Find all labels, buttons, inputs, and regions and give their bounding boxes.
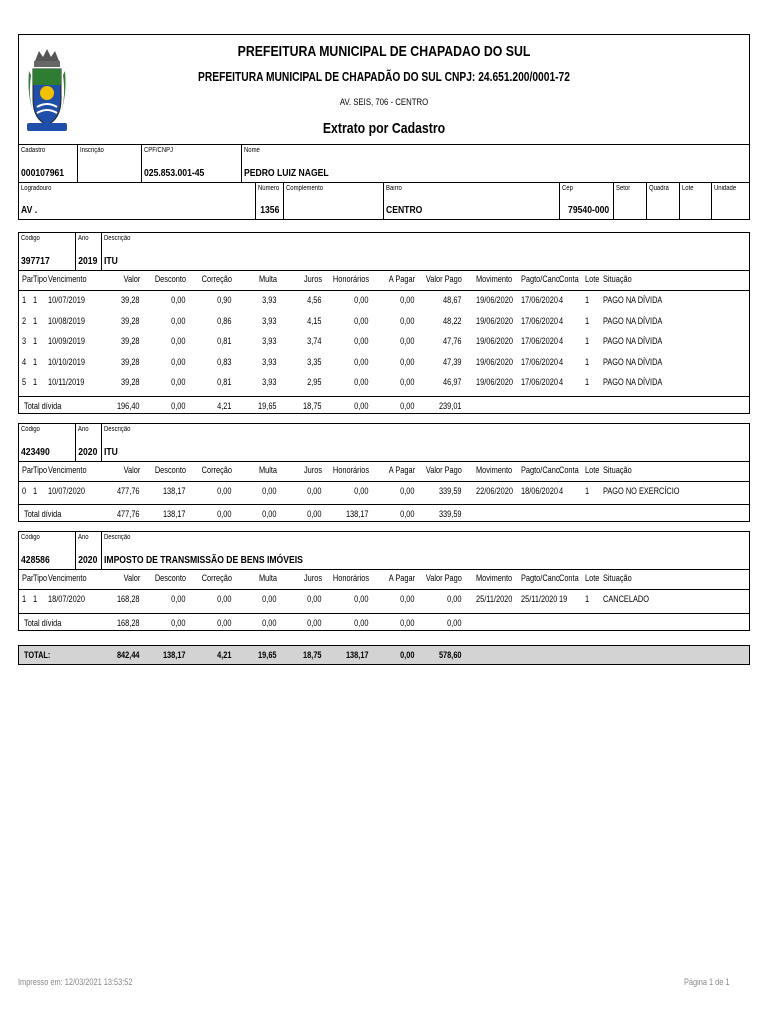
installment-cell: 4,15 [307, 315, 322, 326]
installment-cell: 1 [22, 594, 27, 604]
installment-cell: 3,93 [262, 295, 277, 305]
column-header: Vencimento [48, 464, 87, 475]
logradouro-cell [19, 183, 255, 219]
debt-codigo-cell [19, 424, 75, 461]
column-header: Situação [603, 573, 632, 583]
installment-cell: 3,93 [262, 377, 277, 387]
installment-cell: 0,90 [217, 295, 232, 305]
installment-cell: 4 [559, 377, 564, 387]
debt-info-row [19, 233, 749, 270]
debt-total-value: 0,00 [400, 617, 415, 628]
debt-codigo-value: 423490 [21, 445, 50, 458]
grand-total-value: 18,75 [303, 649, 322, 660]
cadastro-cell [19, 145, 77, 182]
debt-total-value: 0,00 [262, 509, 277, 519]
installment-cell: 0,00 [400, 594, 415, 604]
installment-cell: 1 [585, 336, 590, 346]
column-header: Honorários [332, 274, 369, 284]
installment-cell: 4 [22, 356, 27, 367]
column-header: Par [22, 274, 34, 284]
debt-total-value: 0,00 [307, 617, 322, 628]
installment-cell: 2,95 [307, 377, 322, 387]
debt-ano-label: Ano [78, 425, 89, 433]
grand-total-value: 19,65 [258, 649, 277, 660]
column-header: Pagto/Canc. [521, 573, 562, 583]
installment-cell: 0,00 [171, 377, 186, 387]
debt-total-value: 196,40 [117, 400, 140, 411]
column-header: Vencimento [48, 274, 87, 284]
installment-cell: 0,00 [171, 295, 186, 305]
column-header: Tipo [33, 464, 48, 475]
grand-total-value: 138,17 [163, 649, 186, 660]
column-header: Valor Pago [426, 274, 462, 284]
column-header: Multa [258, 464, 277, 475]
installment-cell: 0,00 [307, 485, 322, 496]
debt-descricao-value: ITU [104, 445, 118, 458]
debt-codigo-value: 397717 [21, 255, 50, 267]
installment-cell: 0,00 [447, 594, 462, 604]
installment-cell: 339,59 [439, 485, 462, 496]
installment-cell: PAGO NA DÍVIDA [603, 336, 663, 346]
installment-cell: 1 [33, 295, 38, 305]
cadastro-label: Cadastro [21, 147, 46, 154]
debt-ano-label: Ano [78, 235, 89, 242]
cep-label: Cep [562, 185, 573, 192]
debt-ano-cell [75, 424, 101, 461]
complemento-cell [283, 183, 383, 219]
grand-total-value: 4,21 [217, 649, 232, 660]
installment-cell: 0,00 [400, 315, 415, 326]
column-header: Juros [303, 274, 322, 284]
installment-cell: 0,00 [171, 336, 186, 346]
installment-cell: 39,28 [121, 295, 140, 305]
debt-total-label: Total dívida [24, 400, 62, 411]
unidade-cell [711, 183, 749, 219]
installment-cell: 0,00 [400, 356, 415, 367]
inscricao-label: Inscrição [80, 147, 104, 154]
installment-cell: 17/06/2020 [521, 356, 558, 367]
column-header: Desconto [154, 274, 186, 284]
installment-cell: 1 [33, 356, 38, 367]
installment-cell: 47,76 [443, 336, 462, 346]
cpf-label: CPF/CNPJ [144, 147, 174, 154]
installment-cell: 10/07/2019 [48, 295, 85, 305]
column-header: Lote [585, 573, 600, 583]
cadastro-value: 000107961 [21, 167, 65, 179]
installment-cell: 1 [33, 594, 38, 604]
debt-total-value: 19,65 [258, 400, 277, 411]
grand-total-value: 138,17 [346, 649, 369, 660]
installment-cell: 17/06/2020 [521, 336, 558, 346]
installment-cell: 4,56 [307, 295, 322, 305]
installment-cell: 1 [585, 594, 590, 604]
column-header: Par [22, 464, 34, 475]
debt-ano-cell [75, 233, 101, 270]
installment-cell: 477,76 [117, 485, 140, 496]
installment-cell: 39,28 [121, 336, 140, 346]
column-header: Pagto/Canc. [521, 274, 562, 284]
installment-cell: 1 [585, 377, 590, 387]
debt-section [18, 232, 750, 414]
column-header: Correção [201, 464, 232, 475]
installment-cell: 17/06/2020 [521, 377, 558, 387]
installment-cell: 3 [22, 336, 27, 346]
column-header: A Pagar [388, 274, 415, 284]
debt-codigo-cell [19, 532, 75, 569]
installment-cell: 0,00 [171, 356, 186, 367]
debt-total-value: 4,21 [217, 400, 232, 411]
unidade-label: Unidade [714, 185, 737, 192]
installment-cell: 39,28 [121, 377, 140, 387]
debt-total-value: 239,01 [439, 400, 462, 411]
installment-cell: 46,97 [443, 377, 462, 387]
grand-total-label: TOTAL: [24, 649, 51, 660]
column-header: Correção [201, 274, 232, 284]
debt-total-value: 0,00 [354, 617, 369, 628]
debt-total-label: Total dívida [24, 617, 62, 628]
column-header: Lote [585, 274, 600, 284]
nome-cell [241, 145, 749, 182]
installment-cell: 0,81 [217, 377, 232, 387]
logradouro-value: AV . [21, 204, 38, 216]
debt-codigo-label: Código [21, 425, 40, 433]
debt-codigo-label: Código [21, 534, 40, 541]
prefeitura-cnpj-line: PREFEITURA MUNICIPAL DE CHAPADÃO DO SUL CNPJ: 24.651.200/0001-72 [198, 70, 570, 84]
installment-cell: 0 [22, 485, 27, 496]
prefeitura-title: PREFEITURA MUNICIPAL DE CHAPADAO DO SUL [237, 43, 531, 60]
setor-cell [613, 183, 646, 219]
installment-cell: 0,00 [354, 377, 369, 387]
municipal-coat-of-arms-icon [25, 45, 69, 135]
column-header: Vencimento [48, 573, 87, 583]
column-header: Desconto [154, 573, 186, 583]
logradouro-label: Logradouro [21, 185, 52, 192]
column-header: Valor Pago [426, 464, 462, 475]
debt-total-value: 0,00 [354, 400, 369, 411]
column-header: Valor [123, 274, 140, 284]
installment-cell: 0,00 [354, 295, 369, 305]
installment-cell: 10/11/2019 [48, 377, 85, 387]
installment-cell: 10/10/2019 [48, 356, 85, 367]
installment-cell: 4 [559, 336, 564, 346]
installment-cell: 3,93 [262, 315, 277, 326]
installment-cell: 2 [22, 315, 27, 326]
column-header: Tipo [33, 274, 48, 284]
debt-descricao-value: ITU [104, 255, 118, 267]
installment-cell: 10/07/2020 [48, 485, 85, 496]
nome-value: PEDRO LUIZ NAGEL [244, 167, 329, 179]
debt-total-value: 18,75 [303, 400, 322, 411]
debt-total-value: 0,00 [171, 617, 186, 628]
installment-cell: 0,00 [400, 377, 415, 387]
debt-info-row [19, 424, 749, 461]
installment-cell: 5 [22, 377, 27, 387]
installment-cell: 4 [559, 315, 564, 326]
debt-descricao-cell [101, 532, 751, 569]
debt-codigo-label: Código [21, 235, 40, 242]
debt-descricao-label: Descrição [104, 425, 131, 433]
installment-cell: 0,00 [354, 356, 369, 367]
numero-label: Número [258, 185, 280, 192]
installment-cell: PAGO NO EXERCÍCIO [603, 485, 680, 496]
installment-cell: 1 [22, 295, 27, 305]
installment-cell: 0,00 [262, 485, 277, 496]
installment-cell: 19/06/2020 [476, 377, 513, 387]
column-header: Situação [603, 464, 632, 475]
nome-label: Nome [244, 147, 260, 154]
report-title: Extrato por Cadastro [322, 120, 446, 137]
installment-cell: 19 [559, 594, 568, 604]
debt-total-value: 0,00 [262, 617, 277, 628]
installment-cell: PAGO NA DÍVIDA [603, 377, 663, 387]
column-header: A Pagar [388, 573, 415, 583]
installment-cell: 1 [33, 336, 38, 346]
installment-cell: PAGO NA DÍVIDA [603, 356, 663, 367]
debt-section [18, 423, 750, 523]
address-info-row [18, 182, 750, 220]
debt-descricao-cell [101, 233, 751, 270]
cpf-cell [141, 145, 241, 182]
installment-cell: 168,28 [117, 594, 140, 604]
debt-descricao-label: Descrição [104, 235, 131, 242]
debt-total-value: 138,17 [346, 509, 369, 519]
installment-cell: 3,93 [262, 336, 277, 346]
column-header: Juros [303, 464, 322, 475]
installment-cell: 19/06/2020 [476, 315, 513, 326]
installment-cell: 1 [585, 485, 590, 496]
column-header: Conta [559, 573, 579, 583]
installment-cell: 39,28 [121, 315, 140, 326]
quadra-cell [646, 183, 679, 219]
debt-total-value: 138,17 [163, 509, 186, 519]
installment-cell: 48,22 [443, 315, 462, 326]
debt-total-value: 0,00 [447, 617, 462, 628]
lote-label: Lote [682, 185, 694, 192]
bairro-label: Bairro [386, 185, 402, 192]
column-header: Multa [258, 573, 277, 583]
installment-cell: 0,00 [354, 315, 369, 326]
installment-cell: 0,00 [354, 336, 369, 346]
installment-cell: 1 [585, 295, 590, 305]
installment-cell: 1 [33, 377, 38, 387]
column-header: Par [22, 573, 34, 583]
installment-cell: PAGO NA DÍVIDA [603, 295, 663, 305]
debt-descricao-label: Descrição [104, 534, 131, 541]
debt-total-value: 477,76 [117, 509, 140, 519]
installment-cell: 1 [33, 485, 38, 496]
cpf-value: 025.853.001-45 [144, 167, 205, 179]
installment-cell: 0,00 [400, 485, 415, 496]
debt-total-value: 168,28 [117, 617, 140, 628]
prefeitura-address: AV. SEIS, 706 - CENTRO [339, 97, 429, 108]
installment-cell: 39,28 [121, 356, 140, 367]
debt-total-value: 0,00 [400, 509, 415, 519]
column-header: Desconto [154, 464, 186, 475]
installment-cell: 0,00 [400, 336, 415, 346]
installment-cell: 18/07/2020 [48, 594, 85, 604]
installment-cell: 0,00 [171, 594, 186, 604]
column-header: Correção [201, 573, 232, 583]
column-header: Movimento [476, 573, 513, 583]
debt-ano-value: 2020 [77, 445, 97, 458]
debt-total-value: 0,00 [307, 509, 322, 519]
debt-ano-value: 2019 [77, 255, 97, 267]
installment-cell: 4 [559, 485, 564, 496]
installment-cell: 10/08/2019 [48, 315, 85, 326]
debt-total-value: 0,00 [171, 400, 186, 411]
printed-timestamp: Impresso em: 12/03/2021 13:53:52 [18, 977, 133, 987]
column-header: Valor [123, 464, 140, 475]
cep-value: 79540-000 [567, 204, 609, 216]
column-header: Movimento [476, 464, 513, 475]
column-header: Conta [559, 464, 579, 475]
installment-cell: 0,00 [217, 594, 232, 604]
installment-cell: 0,00 [217, 485, 232, 496]
lote-cell [679, 183, 711, 219]
complemento-label: Complemento [286, 185, 324, 192]
column-header: Valor [123, 573, 140, 583]
report-page [18, 34, 750, 665]
column-header: Lote [585, 464, 600, 475]
installment-cell: 1 [585, 315, 590, 326]
debt-descricao-value: IMPOSTO DE TRANSMISSÃO DE BENS IMÓVEIS [104, 554, 303, 566]
debt-total-value: 0,00 [217, 617, 232, 628]
numero-value: 1356 [259, 204, 279, 216]
installment-cell: 1 [585, 356, 590, 367]
column-header: Movimento [476, 274, 513, 284]
column-header: A Pagar [388, 464, 415, 475]
grand-total-value: 842,44 [117, 649, 140, 660]
installment-cell: 19/06/2020 [476, 336, 513, 346]
installment-cell: 48,67 [443, 295, 462, 305]
column-header: Juros [303, 573, 322, 583]
column-header: Honorários [332, 464, 369, 475]
installment-cell: 0,00 [400, 295, 415, 305]
installment-cell: 47,39 [443, 356, 462, 367]
debt-codigo-value: 428586 [21, 554, 50, 566]
cadastro-info-row [18, 145, 750, 183]
cep-cell [559, 183, 613, 219]
debt-codigo-cell [19, 233, 75, 270]
debt-section [18, 531, 750, 631]
installment-cell: 0,00 [262, 594, 277, 604]
installment-cell: 0,00 [307, 594, 322, 604]
column-header: Honorários [332, 573, 369, 583]
installment-cell: 19/06/2020 [476, 295, 513, 305]
installment-cell: 18/06/2020 [521, 485, 558, 496]
debt-total-label: Total dívida [24, 509, 62, 519]
column-header: Valor Pago [426, 573, 462, 583]
installment-cell: 0,00 [354, 594, 369, 604]
installment-cell: 0,00 [354, 485, 369, 496]
installment-cell: 17/06/2020 [521, 315, 558, 326]
inscricao-cell [77, 145, 141, 182]
debt-total-value: 0,00 [400, 400, 415, 411]
installment-cell: 19/06/2020 [476, 356, 513, 367]
page-number: Página 1 de 1 [684, 977, 730, 987]
installment-cell: 0,81 [217, 336, 232, 346]
installment-cell: 4 [559, 356, 564, 367]
installment-cell: 138,17 [163, 485, 186, 496]
bairro-value: CENTRO [386, 204, 423, 216]
setor-label: Setor [616, 185, 631, 192]
installment-cell: 3,93 [262, 356, 277, 367]
debt-sections [18, 232, 750, 631]
installment-cell: 1 [33, 315, 38, 326]
column-header: Conta [559, 274, 579, 284]
grand-total-row [18, 645, 750, 665]
installment-cell: 3,35 [307, 356, 322, 367]
installment-cell: 0,00 [171, 315, 186, 326]
installment-cell: 3,74 [307, 336, 322, 346]
grand-total-value: 0,00 [400, 649, 415, 660]
installment-cell: 22/06/2020 [476, 485, 513, 496]
bairro-cell [383, 183, 559, 219]
installment-cell: CANCELADO [603, 594, 649, 604]
installment-cell: 0,83 [217, 356, 232, 367]
installment-cell: PAGO NA DÍVIDA [603, 315, 663, 326]
debt-descricao-cell [101, 424, 751, 461]
installment-cell: 25/11/2020 [476, 594, 513, 604]
debt-ano-value: 2020 [77, 554, 97, 566]
column-header: Pagto/Canc. [521, 464, 562, 475]
grand-total-value: 578,60 [439, 649, 462, 660]
debt-info-row [19, 532, 749, 569]
installment-cell: 25/11/2020 [521, 594, 558, 604]
installment-cell: 10/09/2019 [48, 336, 85, 346]
debt-ano-cell [75, 532, 101, 569]
column-header: Tipo [33, 573, 48, 583]
column-header: Multa [258, 274, 277, 284]
debt-ano-label: Ano [78, 534, 89, 541]
installment-cell: 0,86 [217, 315, 232, 326]
installment-cell: 17/06/2020 [521, 295, 558, 305]
report-header [18, 34, 750, 145]
installment-cell: 4 [559, 295, 564, 305]
quadra-label: Quadra [649, 185, 669, 192]
debt-total-value: 0,00 [217, 509, 232, 519]
numero-cell [255, 183, 283, 219]
column-header: Situação [603, 274, 632, 284]
debt-total-value: 339,59 [439, 509, 462, 519]
